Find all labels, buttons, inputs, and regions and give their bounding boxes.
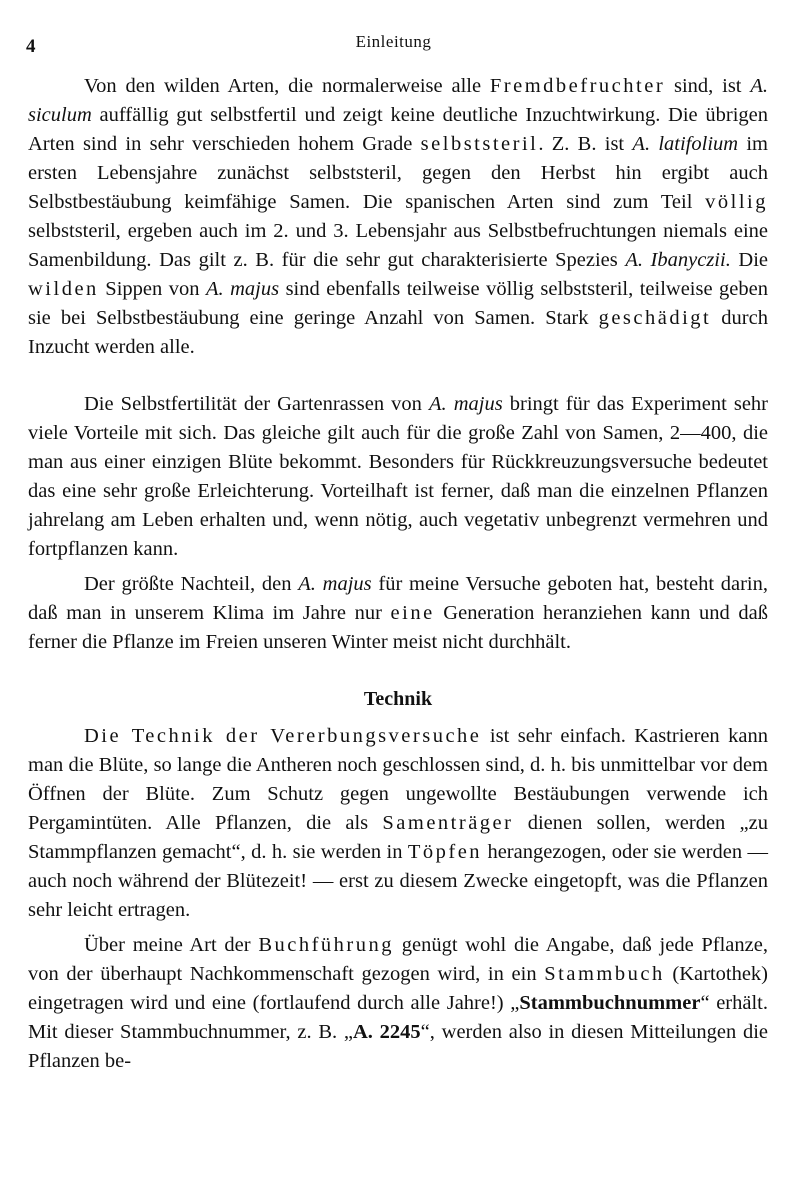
spaced-emphasis: Buchführung xyxy=(258,934,395,956)
spaced-emphasis: selbststeril xyxy=(420,133,539,155)
text-run: ist sehr einfach. Kastrieren kann man die Blüte, so lange die Antheren noch geschlossen sind, d. h. bis unmittelbar vor dem Öffnen der Blüte. Zum Schutz gegen ungewollte Bestäubungen verwende ich Pergamintüten. Alle Pflanzen, die als xyxy=(28,725,768,834)
spaced-emphasis: eine xyxy=(390,602,435,624)
spaced-emphasis: geschädigt xyxy=(598,307,712,329)
species-name: A. siculum xyxy=(28,75,768,126)
text-run: auffällig gut selbstfertil und zeigt keine deutliche Inzuchtwirkung. Die übrigen Arten sind in sehr verschieden hohem Grade xyxy=(28,104,768,155)
text-run: sind ebenfalls teilweise völlig selbststeril, teilweise geben sie bei Selbstbestäubung eine geringe Anzahl von Samen. Stark xyxy=(28,278,769,329)
spaced-emphasis: wilden xyxy=(28,278,99,300)
text-run: Die xyxy=(730,249,768,271)
text-run: Von den wilden Arten, die normalerweise alle xyxy=(84,75,490,97)
text-run: für meine Versuche geboten hat, besteht darin, daß man in unserem Klima im Jahre nur xyxy=(28,573,769,624)
species-name: A. Ibanyczii. xyxy=(625,249,731,271)
page-number: 4 xyxy=(26,36,36,57)
text-run: (Kartothek) eingetragen wird und eine (fortlaufend durch alle Jahre!) „ xyxy=(28,963,769,1014)
text-run: herangezogen, oder sie werden — auch noch während der Blütezeit! — erst zu diesem Zwecke eingetopft, was die Pflanzen sehr leicht ertragen. xyxy=(28,841,768,921)
species-name: A. latifolium xyxy=(632,133,739,155)
text-run: dienen sollen, werden „zu Stammpflanzen gemacht“, d. h. sie werden in xyxy=(28,812,768,863)
paragraph-self-fertility xyxy=(28,390,768,564)
species-name: A. majus xyxy=(429,393,503,415)
section-heading: Technik xyxy=(363,688,433,710)
species-name: A. majus xyxy=(205,278,280,300)
text-run: Generation heranziehen kann und daß ferner die Pflanze im Freien unseren Winter meist nicht durchhält. xyxy=(28,602,768,653)
text-run: “ erhält. Mit dieser Stammbuchnummer, z. B. „ xyxy=(28,992,768,1043)
spaced-emphasis: Stammbuch xyxy=(544,963,665,985)
paragraph-wild-species xyxy=(28,72,768,362)
paragraph-gap xyxy=(28,362,768,390)
text-run: bringt für das Experiment sehr viele Vorteile mit sich. Das gleiche gilt auch für die große Zahl von Samen, 2—400, die man aus einer einzigen Blüte bekommt. Besonders für Rückkreuzungsversuche bedeutet das eine sehr große Erleichterung. Vorteilhaft ist ferner, daß man die einzelnen Pflanzen jahrelang am Leben erhalten und, wenn nötig, auch vegetativ unbegrenzt vermehren und fortpflanzen kann. xyxy=(28,393,769,560)
text-run: sind, ist xyxy=(665,75,751,97)
text-run: Die Selbstfertilität der Gartenrassen von xyxy=(84,393,429,415)
paragraph-technique xyxy=(28,722,768,925)
text-run: Der größte Nachteil, den xyxy=(84,573,299,595)
text-run: im ersten Lebensjahre zunächst selbststeril, gegen den Herbst hin ergibt auch Selbstbestäubung keimfähige Samen. Die spanischen Arten sind zum Teil xyxy=(28,133,768,213)
spaced-emphasis: Die Technik der Vererbungsversuche xyxy=(84,725,482,747)
text-run: . Z. B. ist xyxy=(538,133,633,155)
bold-term: A. 2245 xyxy=(352,1021,421,1043)
bold-term: Stammbuchnummer xyxy=(519,992,701,1014)
spaced-emphasis: Samenträger xyxy=(382,812,514,834)
text-run: durch Inzucht werden alle. xyxy=(28,307,768,358)
spaced-emphasis: Töpfen xyxy=(407,841,483,863)
spaced-emphasis: völlig xyxy=(705,191,768,213)
running-title: Einleitung xyxy=(355,32,432,51)
text-run: Über meine Art der xyxy=(84,934,259,956)
spaced-emphasis: Fremdbefruchter xyxy=(489,75,666,97)
text-run: genügt wohl die Angabe, daß jede Pflanze, von der überhaupt Nachkommenschaft gezogen wird, in ein xyxy=(28,934,768,985)
paragraph-disadvantage xyxy=(28,570,768,657)
text-run: selbststeril, ergeben auch im 2. und 3. Lebensjahr aus Selbstbefruchtungen niemals eine Samenbildung. Das gilt z. B. für die sehr gut charakterisierte Spezies xyxy=(28,220,768,271)
text-run: “, werden also in diesen Mitteilungen die Pflanzen be- xyxy=(28,1021,768,1072)
page-header xyxy=(0,30,787,60)
page-body xyxy=(28,72,768,1076)
text-run: Sippen von xyxy=(98,278,206,300)
species-name: A. majus xyxy=(298,573,372,595)
paragraph-bookkeeping xyxy=(28,931,768,1076)
